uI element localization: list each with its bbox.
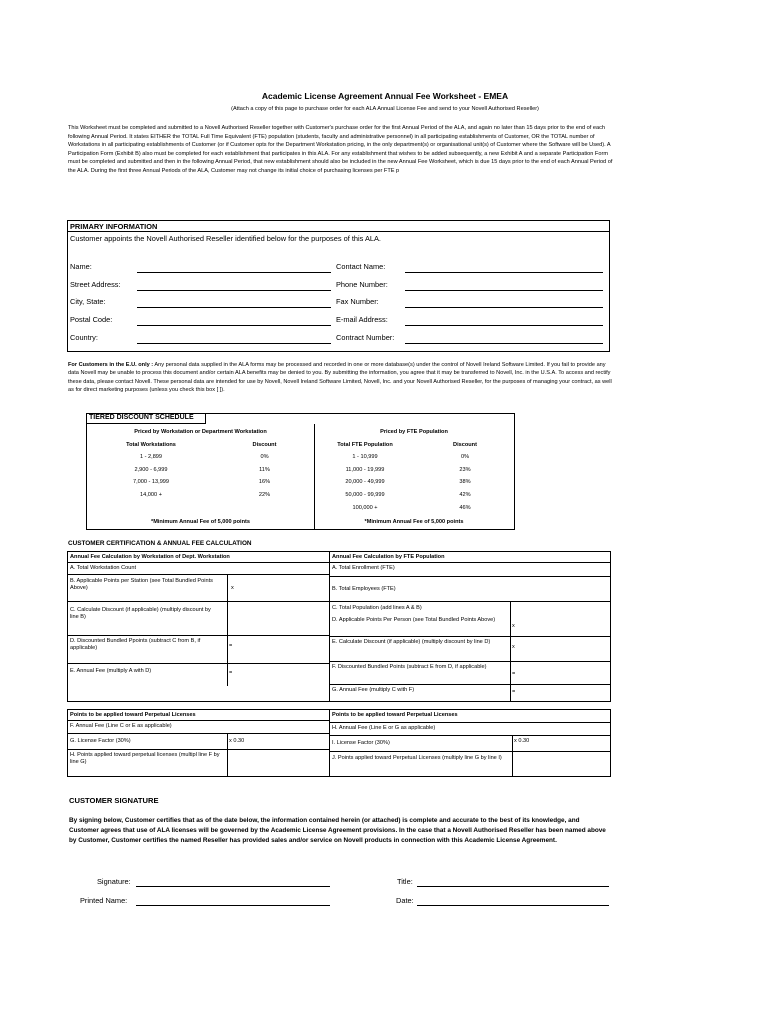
street-address-label: Street Address:	[70, 280, 121, 289]
page-subtitle: (Attach a copy of this page to purchase order for each ALA Annual License Fee and send to your Novell Authorised Reseller)	[231, 106, 539, 112]
contact-name-field[interactable]	[405, 272, 603, 273]
workstation-discount-table	[87, 439, 314, 501]
eu-notice-lead: For Customers in the E.U. only :	[68, 362, 154, 368]
table-row: 11,000 - 19,999 23%	[345, 466, 471, 473]
postal-code-field[interactable]	[137, 325, 331, 326]
name-label: Name:	[70, 262, 92, 271]
calc-row-label: F. Discounted Bundled Points (subtract E from D, if applicable)	[332, 664, 487, 670]
street-address-field[interactable]	[137, 290, 331, 291]
primary-subheading: Customer appoints the Novell Authorised Reseller identified below for the purposes of this ALA.	[70, 234, 381, 243]
calc-row-label: B. Applicable Points per Station (see Total Bundled Points Above)	[70, 578, 213, 591]
col-header: Total FTE Population	[337, 442, 393, 448]
calc-row-label: B. Total Employees (FTE)	[332, 586, 396, 592]
city-state-field[interactable]	[137, 307, 331, 308]
perp-row-label: G. License Factor (30%)	[70, 738, 131, 744]
perpetual-licenses-section	[67, 709, 611, 777]
col-header: Discount	[453, 442, 477, 448]
discount-right-title: Priced by FTE Population	[380, 429, 448, 435]
title-label: Title:	[397, 877, 413, 886]
contact-name-label: Contact Name:	[336, 262, 386, 271]
email-address-label: E-mail Address:	[336, 315, 388, 324]
primary-information-section	[67, 220, 610, 352]
fee-calc-section	[67, 551, 611, 702]
signature-field[interactable]	[136, 886, 330, 887]
country-label: Country:	[70, 333, 98, 342]
fte-discount-table	[314, 439, 514, 514]
calc-row-op: x	[231, 585, 234, 591]
calc-row-op: x	[512, 644, 515, 650]
primary-heading: PRIMARY INFORMATION	[70, 222, 158, 231]
email-address-field[interactable]	[405, 325, 603, 326]
calc-row-op: =	[229, 670, 233, 676]
col-header: Discount	[252, 442, 277, 448]
eu-notice-text: Any personal data supplied in the ALA forms may be processed and recorded in one or more database(s) under the control of Novell Ireland Software Limited. If you fail to provide any data Novell may be unable to process this document and/or certain ALA benefits may be denied to you. By submitting the information, you agree that it may be transferred to Novell, Inc. in the U.S.A. To access and rectify these data, please contact Novell. These personal data are intended for use by Novell, Novell Ireland Software Limited, Novell, Inc. and your Novell Authorised Reseller, for the purposes of managing your contract, as well as for direct marketing purposes (unless you check this box [ ]).	[68, 362, 612, 394]
discount-left-note: *Minimum Annual Fee of 5,000 points	[151, 519, 250, 525]
date-label: Date:	[396, 896, 414, 905]
perp-row-label: J. Points applied toward Perpetual Licenses (multiply line G by line I)	[332, 755, 502, 761]
fax-number-label: Fax Number:	[336, 297, 379, 306]
printed-name-field[interactable]	[136, 905, 330, 906]
contract-number-field[interactable]	[405, 343, 603, 344]
fax-number-field[interactable]	[405, 307, 603, 308]
title-field[interactable]	[417, 886, 609, 887]
postal-code-label: Postal Code:	[70, 315, 113, 324]
calc-row-op: x	[512, 623, 515, 629]
table-row: 2,900 - 6,999 11%	[134, 466, 270, 473]
country-field[interactable]	[137, 343, 331, 344]
table-row: 1 - 10,999 0%	[352, 454, 470, 461]
page-title: Academic License Agreement Annual Fee Worksheet - EMEA	[261, 91, 509, 101]
discount-heading: TIERED DISCOUNT SCHEDULE	[89, 414, 194, 421]
perp-row-label: I. License Factor (30%)	[332, 740, 390, 746]
calc-row-label: A. Total Enrollment (FTE)	[332, 565, 395, 571]
discount-right-note: *Minimum Annual Fee of 5,000 points	[364, 519, 464, 525]
contract-number-label: Contract Number:	[336, 333, 395, 342]
perpetual-right-title: Points to be applied toward Perpetual Licenses	[332, 712, 458, 718]
calc-row-op: =	[229, 643, 233, 649]
perpetual-left-title: Points to be applied toward Perpetual Licenses	[70, 712, 196, 718]
calc-row-label: D. Discounted Bundled Ppoints (subtract C from B, if applicable)	[70, 638, 201, 651]
perp-row-op: x 0.30	[229, 738, 245, 744]
table-row: 1 - 2,899 0%	[139, 454, 269, 461]
perp-row-label: H. Points applied toward perpetual licenses (multipl line F by line G)	[70, 752, 220, 765]
table-row: 50,000 - 99,999 42%	[345, 492, 471, 499]
phone-number-field[interactable]	[405, 290, 603, 291]
calc-row-label: D. Applicable Points Per Person (see Total Bundled Points Above)	[332, 617, 496, 623]
perp-row-label: F. Annual Fee (Line C or E as applicable)	[70, 723, 172, 729]
signature-heading: CUSTOMER SIGNATURE	[69, 796, 159, 805]
calc-row-label: A. Total Workstation Count	[70, 565, 137, 571]
calc-heading: CUSTOMER CERTIFICATION & ANNUAL FEE CALCULATION	[68, 540, 252, 547]
printed-name-label: Printed Name:	[80, 896, 128, 905]
discount-schedule	[86, 413, 515, 530]
calc-row-label: E. Annual Fee (multiply A with D)	[70, 668, 152, 674]
col-header: Total Workstations	[126, 442, 176, 448]
table-row: 20,000 - 49,999 38%	[345, 479, 471, 486]
calc-row-label: C. Calculate Discount (if applicable) (multiply discount by line B)	[70, 607, 211, 620]
eu-notice	[68, 361, 613, 395]
calc-row-op: =	[512, 689, 516, 695]
signature-paragraph: By signing below, Customer certifies that as of the date below, the information contained herein (or attached) is complete and accurate to the best of its knowledge, and Customer agrees that use of ALA licenses will be governed by the Academic License Agreement provisions. In the case that a Novell Authorised Reseller has been named above by Customer, Customer certifies the named Reseller has provided sales and/or service on Novell products in connection with this Academic License Agreement.	[69, 817, 606, 844]
phone-number-label: Phone Number:	[336, 280, 388, 289]
discount-left-title: Priced by Workstation or Department Workstation	[134, 429, 267, 435]
calc-row-label: C. Total Population (add lines A & B)	[332, 605, 422, 611]
city-state-label: City, State:	[70, 297, 106, 306]
table-row: 7,000 - 13,999 16%	[132, 479, 271, 486]
workstation-calc-title: Annual Fee Calculation by Workstation of Dept. Workstation	[70, 554, 230, 560]
fte-calc-title: Annual Fee Calculation by FTE Population	[332, 554, 445, 560]
perp-row-label: H. Annual Fee (Line E or G as applicable)	[332, 725, 436, 731]
table-row: 100,000 + 46%	[352, 504, 471, 511]
calc-row-label: G. Annual Fee (multiply C with F)	[332, 687, 415, 693]
date-field[interactable]	[417, 905, 609, 906]
intro-paragraph: This Worksheet must be completed and submitted to a Novell Authorised Reseller together with Customer's purchase order for the first Annual Period of the ALA, and again no later than 15 days prior to the end of each following Annual Period. It states EITHER the TOTAL Full Time Equivalent (FTE) population (students, faculty and administrative personnel) in all participating establishments of Customer, OR the TOTAL number of Workstations in all participating establishments of Customer (or if Customer opts for the Department Workstation pricing, in the only department(s) or organisational unit(s) of Customer where the Software will be Used). A Participation Form (Exhibit B) also must be completed for each establishment that participates in this ALA. For any establishment that wishes to be added subsequently, a new Exhibit A and a separate Participation Form must be completed and submitted and then in the following Annual Period, that new establishment should also be included in the new Annual Fee Worksheet, which is due 15 days prior to the end of each Annual Period of the ALA. During the first three Annual Periods of the ALA, Customer may not change its initial choice of purchasing licenses per FTE p	[68, 125, 613, 174]
calc-row-label: E. Calculate Discount (if applicable) (multiply discount by line D)	[332, 639, 491, 645]
table-row: 14,000 + 22%	[140, 492, 271, 499]
calc-row-op: =	[512, 671, 516, 677]
signature-label: Signature:	[97, 877, 131, 886]
name-field[interactable]	[137, 272, 331, 273]
perp-row-op: x 0.30	[514, 738, 530, 744]
